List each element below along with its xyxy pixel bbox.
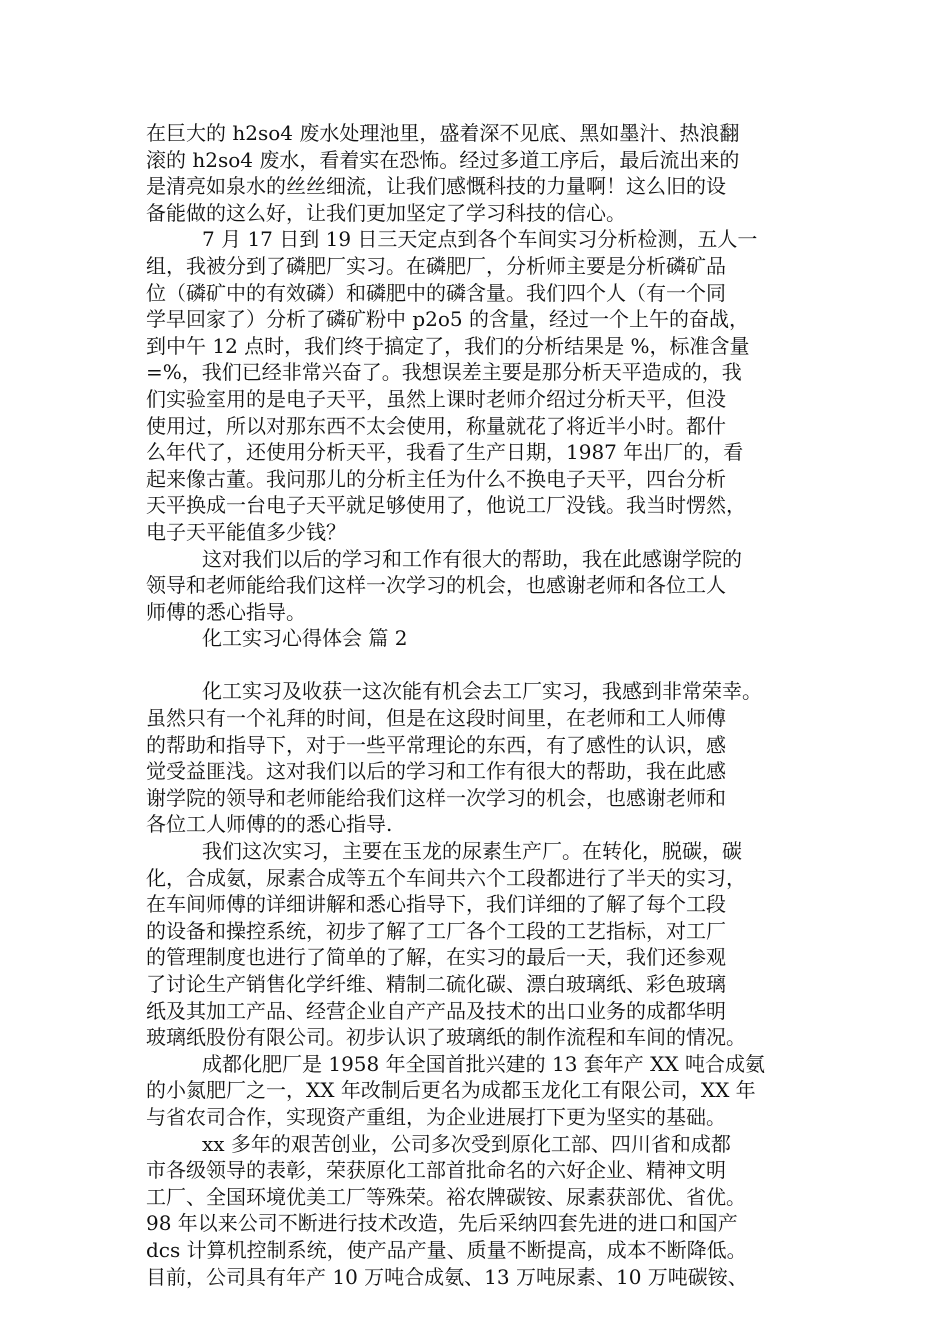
text-line: 虽然只有一个礼拜的时间，但是在这段时间里，在老师和工人师傅 [146,706,726,731]
text-line: 这对我们以后的学习和工作有很大的帮助，我在此感谢学院的 [202,546,742,571]
text-line: 化工实习心得体会 篇 2 [202,626,408,651]
document-page [146,120,826,1290]
paragraph [146,1131,826,1291]
text-line: 们实验室用的是电子天平，虽然上课时老师介绍过分析天平，但没 [146,386,726,411]
text-line: 的设备和操控系统，初步了解了工厂各个工段的工艺指标，对工厂 [146,918,726,943]
text-line: 组，我被分到了磷肥厂实习。在磷肥厂，分析师主要是分析磷矿品 [146,253,726,278]
text-line: 在巨大的 h2so4 废水处理池里，盛着深不见底、黑如墨汁、热浪翻 [146,121,740,145]
text-line: xx 多年的艰苦创业，公司多次受到原化工部、四川省和成都 [202,1131,731,1156]
text-line: 了讨论生产销售化学纤维、精制二硫化碳、漂白玻璃纸、彩色玻璃 [146,972,726,996]
text-line: 化，合成氨，尿素合成等五个车间共六个工段都进行了半天的实习， [146,865,746,890]
text-line: 98 年以来公司不断进行技术改造，先后采纳四套先进的进口和国产 [146,1211,738,1236]
text-line: 玻璃纸股份有限公司。初步认识了玻璃纸的制作流程和车间的情况。 [146,1025,746,1050]
text-line: 的帮助和指导下，对于一些平常理论的东西，有了感性的认识，感 [146,732,726,757]
text-line: 电子天平能值多少钱？ [146,519,346,544]
text-line: 与省农司合作，实现资产重组，为企业进展打下更为坚实的基础。 [146,1104,726,1129]
text-line: 的小氮肥厂之一，XX 年改制后更名为成都玉龙化工有限公司，XX 年 [146,1078,756,1103]
text-line: 学早回家了）分析了磷矿粉中 p2o5 的含量，经过一个上午的奋战， [146,307,750,332]
text-line: 领导和老师能给我们这样一次学习的机会，也感谢老师和各位工人 [146,573,726,598]
text-line: 觉受益匪浅。这对我们以后的学习和工作有很大的帮助，我在此感 [146,759,726,784]
text-line: 么年代了，还使用分析天平，我看了生产日期，1987 年出厂的，看 [146,440,744,465]
paragraph [146,678,826,838]
text-line: 备能做的这么好，让我们更加坚定了学习科技的信心。 [146,200,626,225]
text-line: 天平换成一台电子天平就足够使用了，他说工厂没钱。我当时愣然， [146,493,746,518]
text-line: =%，我们已经非常兴奋了。我想误差主要是那分析天平造成的，我 [146,360,742,385]
text-line: 是清亮如泉水的丝丝细流，让我们感慨科技的力量啊！这么旧的设 [146,174,726,199]
text-line: 各位工人师傅的的悉心指导. [146,812,393,837]
text-line: 市各级领导的表彰，荣获原化工部首批命名的六好企业、精神文明 [146,1158,726,1183]
paragraph [146,625,826,652]
blank-line [146,652,826,679]
text-line: 工厂、全国环境优美工厂等殊荣。裕农牌碳铵、尿素获部优、省优。 [146,1184,746,1209]
text-line: 成都化肥厂是 1958 年全国首批兴建的 13 套年产 XX 吨合成氨 [202,1051,765,1076]
text-line: 纸及其加工产品、经营企业自产产品及技术的出口业务的成都华明 [146,998,726,1023]
text-line: 师傅的悉心指导。 [146,599,306,624]
text-line: 滚的 h2so4 废水，看着实在恐怖。经过多道工序后，最后流出来的 [146,147,740,172]
paragraph [146,838,826,1051]
paragraph [146,1051,826,1131]
text-line: dcs 计算机控制系统，使产品产量、质量不断提高，成本不断降低。 [146,1237,747,1262]
text-line: 我们这次实习，主要在玉龙的尿素生产厂。在转化，脱碳，碳 [202,839,742,864]
text-line: 目前，公司具有年产 10 万吨合成氨、13 万吨尿素、10 万吨碳铵、 [146,1264,748,1289]
paragraph [146,546,826,626]
paragraph [146,120,826,226]
text-line: 在车间师傅的详细讲解和悉心指导下，我们详细的了解了每个工段 [146,892,726,917]
text-line: 7 月 17 日到 19 日三天定点到各个车间实习分析检测，五人一 [202,227,758,252]
paragraph [146,226,826,545]
text-line: 化工实习及收获一这次能有机会去工厂实习，我感到非常荣幸。 [202,679,762,704]
text-line: 起来像古董。我问那儿的分析主任为什么不换电子天平，四台分析 [146,466,726,491]
text-line: 使用过，所以对那东西不太会使用，称量就花了将近半小时。都什 [146,413,726,438]
text-line: 到中午 12 点时，我们终于搞定了，我们的分析结果是 %，标准含量 [146,333,750,358]
text-line: 谢学院的领导和老师能给我们这样一次学习的机会，也感谢老师和 [146,785,726,810]
text-line: 位（磷矿中的有效磷）和磷肥中的磷含量。我们四个人（有一个同 [146,280,726,305]
text-line: 的管理制度也进行了简单的了解，在实习的最后一天，我们还参观 [146,945,726,970]
